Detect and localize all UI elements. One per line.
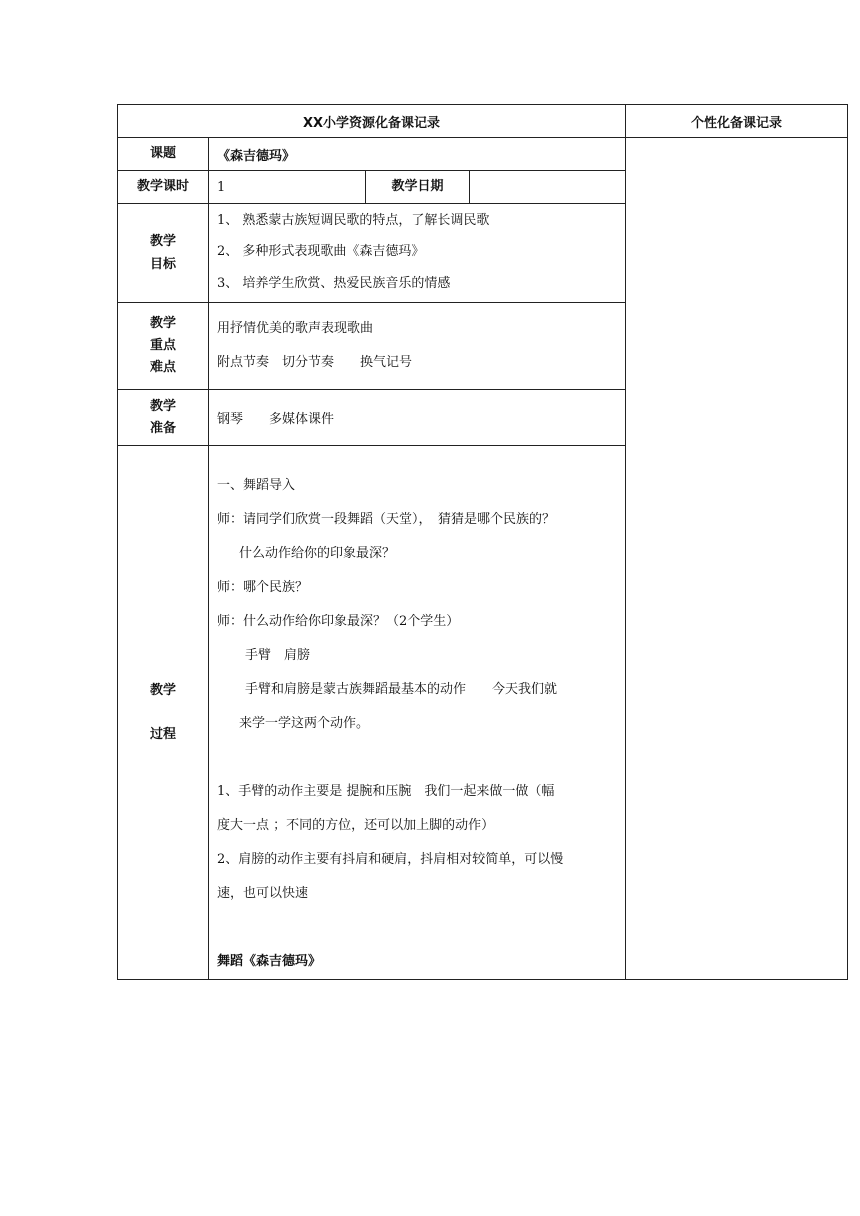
goals-list <box>209 204 626 303</box>
goals-label-line-2: 目标 <box>149 257 176 272</box>
topic-value: 《森吉德玛》 <box>209 138 626 171</box>
key-points-label-line-2: 重点 <box>149 338 176 353</box>
key-points-label-line-3: 难点 <box>149 360 176 375</box>
process-line: 来学一学这两个动作。 <box>239 716 370 731</box>
process-line: 师：哪个民族？ <box>217 580 309 595</box>
blank-spacer <box>217 741 625 775</box>
topic-label: 课题 <box>118 138 209 171</box>
process-label-line-1: 教学 <box>149 682 176 698</box>
date-label: 教学日期 <box>366 171 470 204</box>
key-points-content <box>209 303 626 390</box>
process-label-line-2: 过程 <box>149 726 176 742</box>
personal-notes-cell <box>626 138 848 980</box>
preparation-label-line-2: 准备 <box>149 420 176 436</box>
preparation-value: 钢琴 多媒体课件 <box>209 390 626 446</box>
process-line: 师：什么动作给你印象最深？（2个学生） <box>217 614 460 629</box>
date-value <box>470 171 626 204</box>
process-line: 速，也可以快速 <box>217 886 309 901</box>
process-line: 什么动作给你的印象最深？ <box>239 546 396 561</box>
header-row <box>118 105 848 138</box>
key-point-line: 用抒情优美的歌声表现歌曲 <box>217 321 374 336</box>
main-title: XX小学资源化备课记录 <box>118 105 626 138</box>
process-label <box>118 446 209 980</box>
hours-value: 1 <box>209 171 366 204</box>
process-line: 2、肩膀的动作主要有抖肩和硬肩，抖肩相对较简单，可以慢 <box>217 852 564 867</box>
goals-label-line-1: 教学 <box>149 234 176 249</box>
topic-row <box>118 138 848 171</box>
key-points-label <box>118 303 209 390</box>
goals-label <box>118 204 209 303</box>
side-title: 个性化备课记录 <box>626 105 848 138</box>
hours-label: 教学课时 <box>118 171 209 204</box>
goal-item: 2、 多种形式表现歌曲《森吉德玛》 <box>217 244 425 259</box>
process-line: 一、舞蹈导入 <box>217 478 296 493</box>
process-line: 师：请同学们欣赏一段舞蹈（天堂）， 猜猜是哪个民族的？ <box>217 512 556 527</box>
process-line: 度大一点 ；不同的方位，还可以加上脚的动作） <box>217 818 495 833</box>
preparation-label-line-1: 教学 <box>149 398 176 414</box>
process-content <box>209 446 626 980</box>
process-line: 舞蹈《森吉德玛》 <box>217 954 322 969</box>
lesson-plan-table <box>117 104 848 980</box>
key-points-label-line-1: 教学 <box>149 316 176 331</box>
goal-item: 1、 熟悉蒙古族短调民歌的特点，了解长调民歌 <box>217 213 490 228</box>
goal-item: 3、 培养学生欣赏、热爱民族音乐的情感 <box>217 276 451 291</box>
preparation-label <box>118 390 209 446</box>
process-line: 1、手臂的动作主要是 提腕和压腕 我们一起来做一做（幅 <box>217 784 555 799</box>
process-line: 手臂和肩膀是蒙古族舞蹈最基本的动作 今天我们就 <box>245 682 558 697</box>
process-line: 手臂 肩膀 <box>245 648 311 663</box>
key-point-line: 附点节奏 切分节奏 换气记号 <box>217 355 413 370</box>
blank-spacer <box>217 911 625 945</box>
